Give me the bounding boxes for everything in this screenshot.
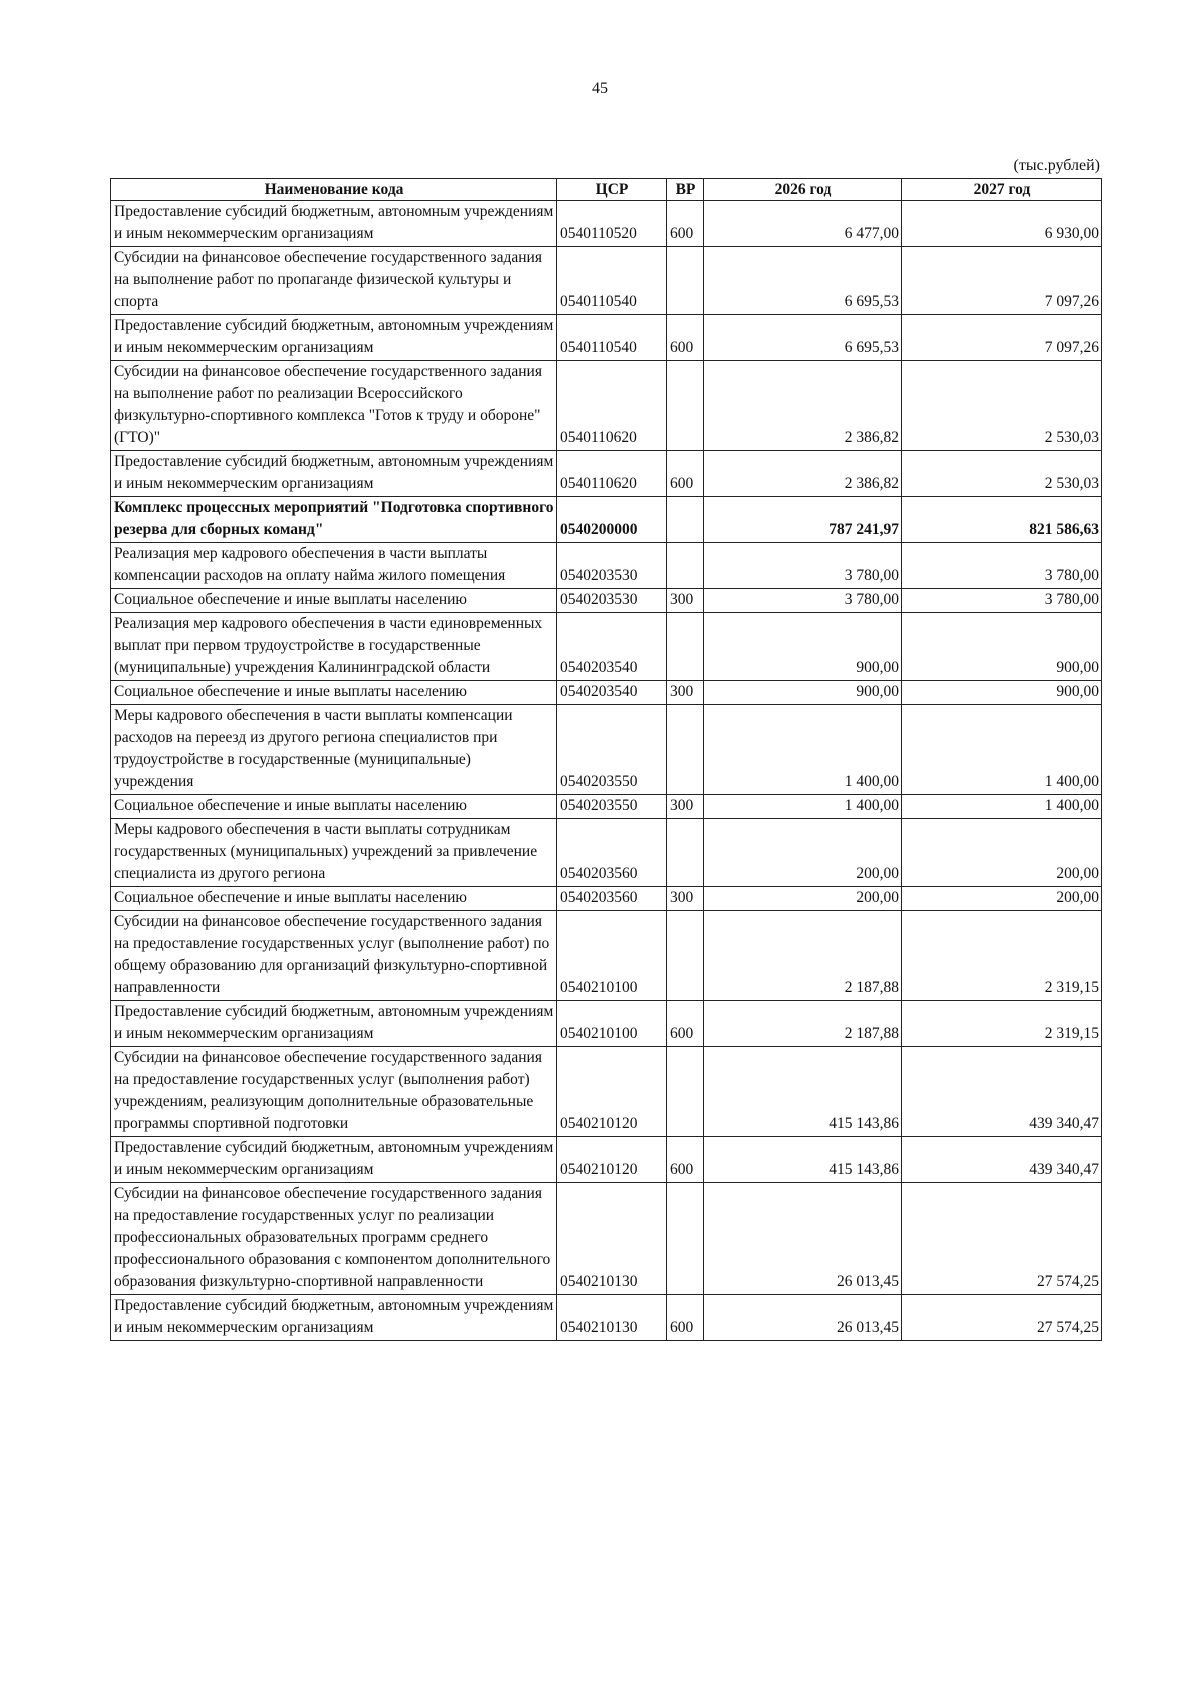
row-2026: 415 143,86 xyxy=(704,1137,902,1183)
table-row xyxy=(111,589,1102,613)
table-row xyxy=(111,543,1102,589)
row-vr: 300 xyxy=(667,795,704,819)
row-vr: 300 xyxy=(667,589,704,613)
row-2027: 2 319,15 xyxy=(902,1001,1102,1047)
row-csr: 0540210130 xyxy=(557,1295,667,1341)
row-2026: 1 400,00 xyxy=(704,705,902,795)
row-2026: 900,00 xyxy=(704,681,902,705)
row-2026: 787 241,97 xyxy=(704,497,902,543)
row-name: Реализация мер кадрового обеспечения в части выплаты компенсации расходов на оплату найма жилого помещения xyxy=(111,543,557,589)
row-2026: 2 386,82 xyxy=(704,451,902,497)
table-header-row xyxy=(111,179,1102,201)
header-vr: ВР xyxy=(667,179,704,201)
row-vr xyxy=(667,1047,704,1137)
row-vr: 600 xyxy=(667,451,704,497)
table-row xyxy=(111,681,1102,705)
table-row xyxy=(111,201,1102,247)
row-csr: 0540110540 xyxy=(557,247,667,315)
row-name: Предоставление субсидий бюджетным, автономным учреждениям и иным некоммерческим организациям xyxy=(111,1295,557,1341)
row-name: Социальное обеспечение и иные выплаты населению xyxy=(111,887,557,911)
row-2027: 3 780,00 xyxy=(902,543,1102,589)
row-vr: 600 xyxy=(667,1295,704,1341)
row-csr: 0540203530 xyxy=(557,589,667,613)
row-vr xyxy=(667,911,704,1001)
row-csr: 0540210120 xyxy=(557,1137,667,1183)
row-2027: 27 574,25 xyxy=(902,1295,1102,1341)
row-2026: 26 013,45 xyxy=(704,1295,902,1341)
row-csr: 0540110520 xyxy=(557,201,667,247)
row-csr: 0540110620 xyxy=(557,361,667,451)
row-name: Меры кадрового обеспечения в части выплаты компенсации расходов на переезд из другого региона специалистов при трудоустройстве в государственные (муниципальные) учреждения xyxy=(111,705,557,795)
row-2027: 7 097,26 xyxy=(902,247,1102,315)
row-vr xyxy=(667,543,704,589)
row-csr: 0540203550 xyxy=(557,705,667,795)
table-row xyxy=(111,1047,1102,1137)
table-row xyxy=(111,1137,1102,1183)
row-name: Предоставление субсидий бюджетным, автономным учреждениям и иным некоммерческим организациям xyxy=(111,451,557,497)
row-name: Предоставление субсидий бюджетным, автономным учреждениям и иным некоммерческим организациям xyxy=(111,201,557,247)
row-2027: 900,00 xyxy=(902,613,1102,681)
row-csr: 0540203560 xyxy=(557,819,667,887)
row-2027: 439 340,47 xyxy=(902,1137,1102,1183)
row-name: Социальное обеспечение и иные выплаты населению xyxy=(111,681,557,705)
table-row xyxy=(111,887,1102,911)
row-2027: 900,00 xyxy=(902,681,1102,705)
row-vr: 600 xyxy=(667,201,704,247)
row-name: Реализация мер кадрового обеспечения в части единовременных выплат при первом трудоустройстве в государственные (муниципальные) учреждения Калининградской области xyxy=(111,613,557,681)
row-csr: 0540203540 xyxy=(557,613,667,681)
row-2026: 6 695,53 xyxy=(704,315,902,361)
row-2026: 415 143,86 xyxy=(704,1047,902,1137)
row-2027: 439 340,47 xyxy=(902,1047,1102,1137)
row-name: Социальное обеспечение и иные выплаты населению xyxy=(111,795,557,819)
row-2026: 1 400,00 xyxy=(704,795,902,819)
row-2027: 200,00 xyxy=(902,819,1102,887)
row-csr: 0540203560 xyxy=(557,887,667,911)
table-row xyxy=(111,247,1102,315)
table-row xyxy=(111,361,1102,451)
table-row xyxy=(111,705,1102,795)
unit-label: (тыс.рублей) xyxy=(1013,157,1100,174)
row-csr: 0540210100 xyxy=(557,911,667,1001)
table-row xyxy=(111,795,1102,819)
row-name: Предоставление субсидий бюджетным, автономным учреждениям и иным некоммерческим организациям xyxy=(111,315,557,361)
row-vr xyxy=(667,497,704,543)
table-row xyxy=(111,1295,1102,1341)
row-2027: 7 097,26 xyxy=(902,315,1102,361)
page-number: 45 xyxy=(592,80,608,97)
row-2026: 6 477,00 xyxy=(704,201,902,247)
row-2027: 2 530,03 xyxy=(902,361,1102,451)
row-vr xyxy=(667,819,704,887)
row-csr: 0540203530 xyxy=(557,543,667,589)
table-body xyxy=(111,201,1102,1341)
row-2026: 3 780,00 xyxy=(704,543,902,589)
row-vr: 600 xyxy=(667,1001,704,1047)
table-row xyxy=(111,1183,1102,1295)
row-vr xyxy=(667,1183,704,1295)
table-row xyxy=(111,819,1102,887)
row-csr: 0540210130 xyxy=(557,1183,667,1295)
row-csr: 0540203550 xyxy=(557,795,667,819)
header-2027: 2027 год xyxy=(902,179,1102,201)
row-vr: 600 xyxy=(667,1137,704,1183)
row-2027: 1 400,00 xyxy=(902,795,1102,819)
row-name: Меры кадрового обеспечения в части выплаты сотрудникам государственных (муниципальных) учреждений за привлечение специалиста из другого региона xyxy=(111,819,557,887)
row-2026: 200,00 xyxy=(704,819,902,887)
row-name: Субсидии на финансовое обеспечение государственного задания на предоставление государственных услуг (выполнение работ) по общему образованию для организаций физкультурно-спортивной направленности xyxy=(111,911,557,1001)
row-name: Субсидии на финансовое обеспечение государственного задания на выполнение работ по пропаганде физической культуры и спорта xyxy=(111,247,557,315)
table-row xyxy=(111,911,1102,1001)
row-name: Субсидии на финансовое обеспечение государственного задания на предоставление государственных услуг (выполнения работ) учреждениям, реализующим дополнительные образовательные программы спортивной подготовки xyxy=(111,1047,557,1137)
header-2026: 2026 год xyxy=(704,179,902,201)
row-csr: 0540110540 xyxy=(557,315,667,361)
budget-table xyxy=(110,178,1102,1341)
row-2027: 27 574,25 xyxy=(902,1183,1102,1295)
table-row xyxy=(111,1001,1102,1047)
row-2027: 821 586,63 xyxy=(902,497,1102,543)
row-csr: 0540200000 xyxy=(557,497,667,543)
row-2027: 200,00 xyxy=(902,887,1102,911)
row-2027: 3 780,00 xyxy=(902,589,1102,613)
row-vr: 600 xyxy=(667,315,704,361)
row-2027: 2 319,15 xyxy=(902,911,1102,1001)
row-2026: 3 780,00 xyxy=(704,589,902,613)
row-name: Социальное обеспечение и иные выплаты населению xyxy=(111,589,557,613)
table-row xyxy=(111,613,1102,681)
row-2027: 2 530,03 xyxy=(902,451,1102,497)
row-2026: 900,00 xyxy=(704,613,902,681)
row-2027: 6 930,00 xyxy=(902,201,1102,247)
row-name: Субсидии на финансовое обеспечение государственного задания на предоставление государственных услуг по реализации профессиональных образовательных программ среднего профессионального образования с компонентом дополнительного образования физкультурно-спортивной направленности xyxy=(111,1183,557,1295)
row-vr xyxy=(667,361,704,451)
row-2026: 2 187,88 xyxy=(704,911,902,1001)
row-name: Предоставление субсидий бюджетным, автономным учреждениям и иным некоммерческим организациям xyxy=(111,1137,557,1183)
row-2026: 2 187,88 xyxy=(704,1001,902,1047)
table-row xyxy=(111,315,1102,361)
row-csr: 0540210100 xyxy=(557,1001,667,1047)
row-vr: 300 xyxy=(667,681,704,705)
table-row xyxy=(111,451,1102,497)
row-2026: 6 695,53 xyxy=(704,247,902,315)
row-vr xyxy=(667,705,704,795)
row-vr xyxy=(667,247,704,315)
header-csr: ЦСР xyxy=(557,179,667,201)
row-2026: 200,00 xyxy=(704,887,902,911)
row-name: Субсидии на финансовое обеспечение государственного задания на выполнение работ по реализации Всероссийского физкультурно-спортивного комплекса "Готов к труду и обороне" (ГТО)" xyxy=(111,361,557,451)
row-csr: 0540110620 xyxy=(557,451,667,497)
row-name: Комплекс процессных мероприятий "Подготовка спортивного резерва для сборных команд" xyxy=(111,497,557,543)
row-csr: 0540210120 xyxy=(557,1047,667,1137)
row-name: Предоставление субсидий бюджетным, автономным учреждениям и иным некоммерческим организациям xyxy=(111,1001,557,1047)
row-2026: 26 013,45 xyxy=(704,1183,902,1295)
row-vr: 300 xyxy=(667,887,704,911)
row-csr: 0540203540 xyxy=(557,681,667,705)
row-2026: 2 386,82 xyxy=(704,361,902,451)
row-vr xyxy=(667,613,704,681)
row-2027: 1 400,00 xyxy=(902,705,1102,795)
table-row xyxy=(111,497,1102,543)
header-name: Наименование кода xyxy=(111,179,557,201)
